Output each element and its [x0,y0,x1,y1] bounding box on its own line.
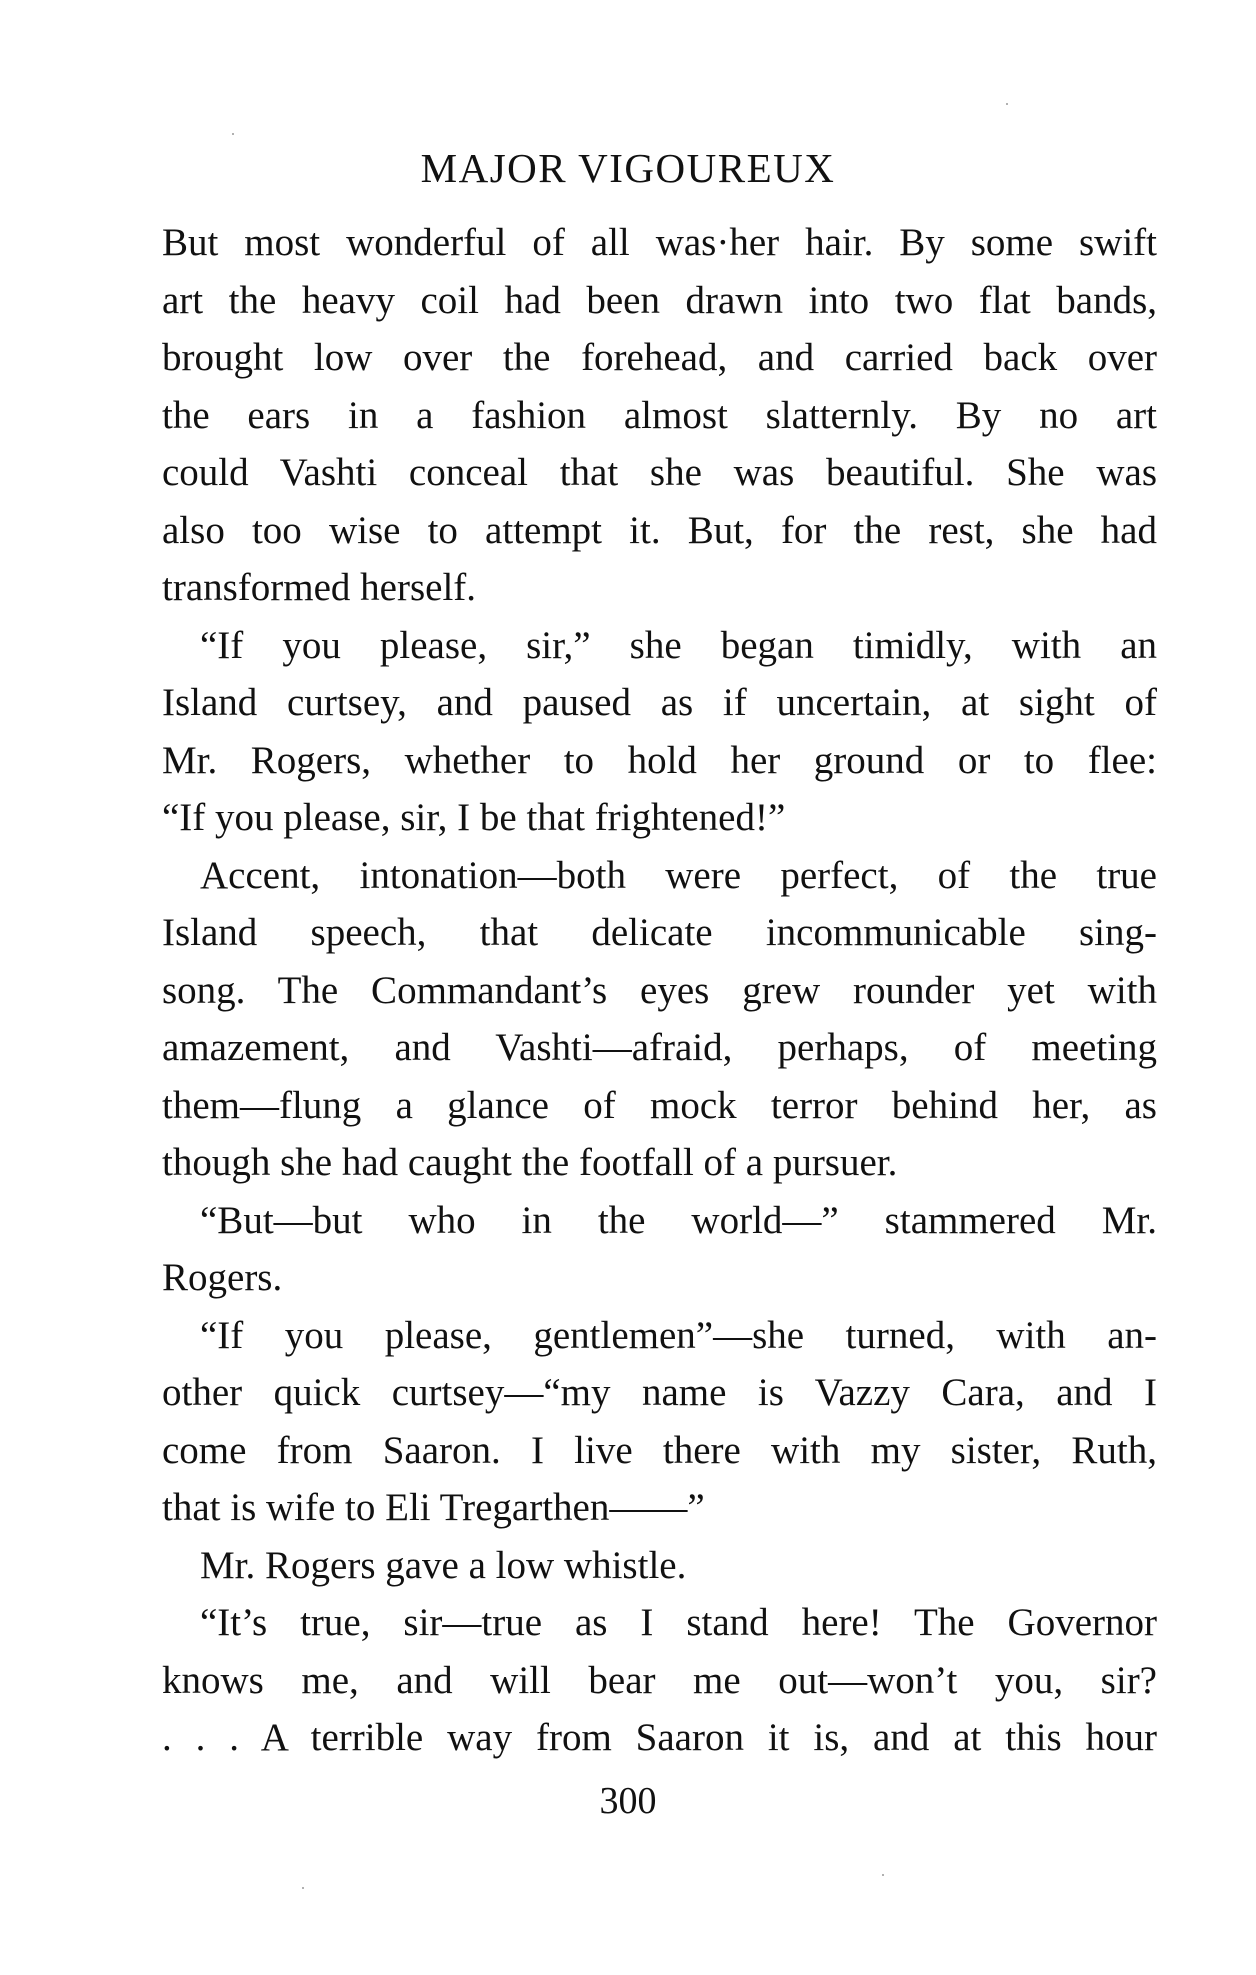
text-line: also too wise to attempt it. But, for the rest, she had [162,508,1157,552]
text-line: that is wife to Eli Tregarthen——” [162,1486,705,1529]
text-line: come from Saaron. I live there with my sister, Ruth, [162,1428,1157,1472]
text-line: amazement, and Vashti—afraid, perhaps, of meeting [162,1026,1157,1069]
text-line: though she had caught the footfall of a pursuer. [162,1141,898,1184]
text-line: Accent, intonation—both were perfect, of the true [200,853,1157,897]
body-text [162,214,1157,1767]
text-line: But most wonderful of all was·her hair. By some swift [162,221,1157,264]
text-line: Island speech, that delicate incommunicable sing- [162,911,1157,954]
text-line: “If you please, gentlemen”—she turned, with an- [200,1313,1157,1357]
text-line: Rogers. [162,1256,283,1299]
running-head: MAJOR VIGOUREUX [420,145,836,191]
text-line: “It’s true, sir—true as I stand here! The Governor [200,1601,1157,1644]
text-line: Mr. Rogers gave a low whistle. [200,1543,687,1587]
text-line: could Vashti conceal that she was beautiful. She was [162,451,1157,494]
text-line: brought low over the forehead, and carried back over [162,336,1157,379]
text-line: “If you please, sir,” she began timidly, with an [200,623,1157,667]
text-line: . . . A terrible way from Saaron it is, and at this hour [162,1716,1157,1759]
text-line: transformed herself. [162,566,477,609]
text-line: song. The Commandant’s eyes grew rounder yet with [162,968,1157,1012]
text-line: “But—but who in the world—” stammered Mr. [200,1198,1157,1242]
text-line: them—flung a glance of mock terror behind her, as [162,1083,1157,1127]
scan-speck [302,1887,304,1889]
scan-speck [1006,103,1008,105]
text-line: other quick curtsey—“my name is Vazzy Cara, and I [162,1371,1157,1414]
scan-speck [232,133,234,135]
page-number: 300 [599,1780,657,1822]
text-line: Mr. Rogers, whether to hold her ground or to flee: [162,738,1157,782]
text-line: the ears in a fashion almost slatternly. By no art [162,393,1157,437]
text-line: Island curtsey, and paused as if uncertain, at sight of [162,681,1157,724]
text-line: knows me, and will bear me out—won’t you, sir? [162,1658,1157,1702]
text-line: “If you please, sir, I be that frightened!” [162,796,786,839]
scan-speck [882,1874,884,1876]
text-line: art the heavy coil had been drawn into two flat bands, [162,278,1157,322]
